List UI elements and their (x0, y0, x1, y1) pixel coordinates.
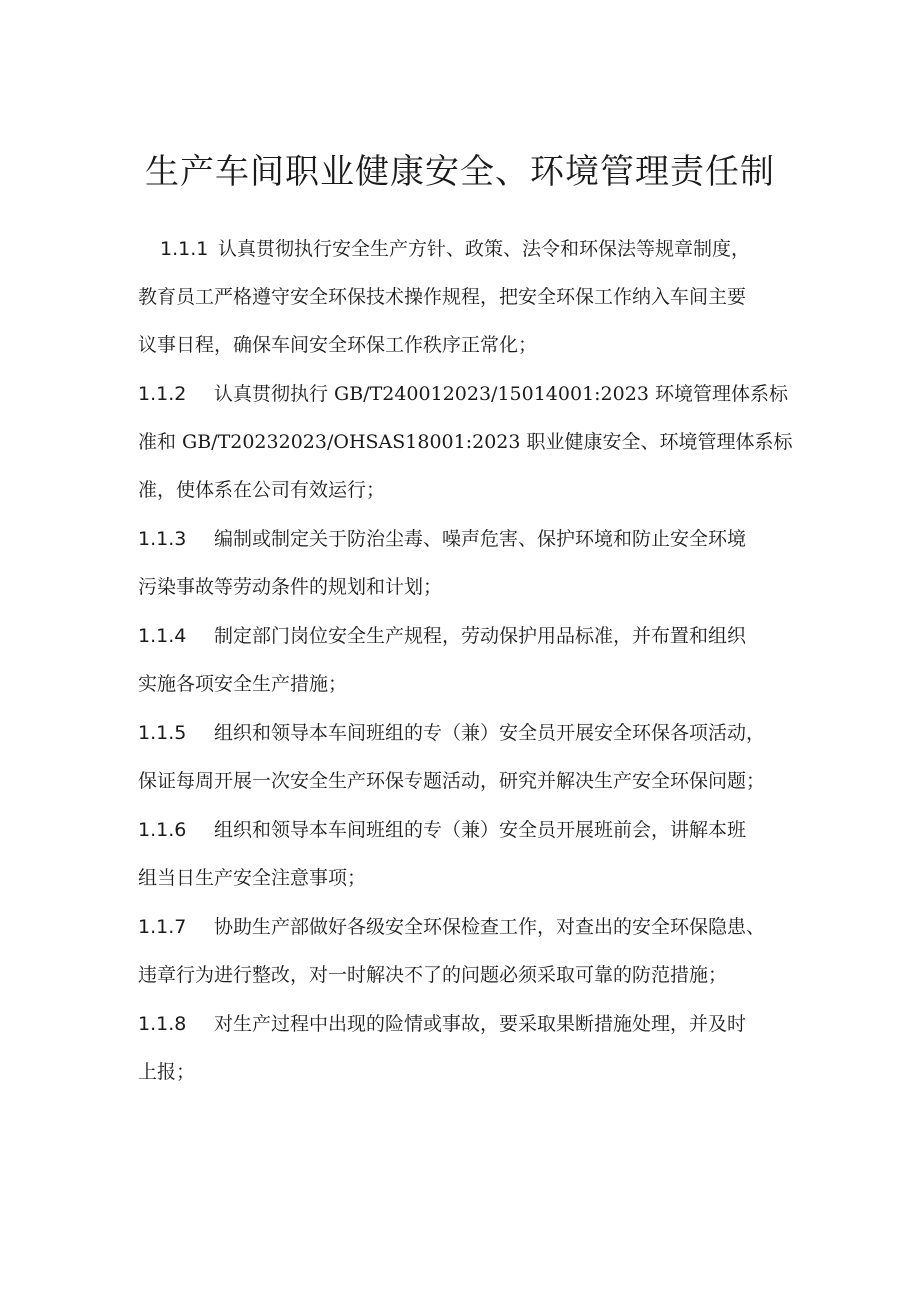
clause-line (138, 225, 798, 273)
clause-1-1-8 (138, 1000, 798, 1096)
clause-text: 制定部门岗位安全生产规程，劳动保护用品标准，并布置和组织 (214, 625, 747, 647)
clause-1-1-2 (138, 370, 798, 514)
clause-text: 组织和领导本车间班组的专（兼）安全员开展安全环保各项活动， (214, 722, 766, 744)
clause-number: 1.1.2 (138, 383, 187, 405)
clause-text: 认真贯彻执行安全生产方针、政策、法令和环保法等规章制度， (218, 238, 751, 260)
clause-text: 违章行为进行整改，对一时解决不了的问题必须采取可靠的防范措施； (138, 964, 728, 986)
clause-text: 认真贯彻执行 GB/T240012023/15014001:2023 环境管理体系标 (214, 383, 788, 405)
clause-number: 1.1.7 (138, 916, 187, 938)
clause-line (138, 515, 798, 563)
clause-text: 准和 GB/T20232023/OHSAS18001:2023 职业健康安全、环境管理体系标 (138, 431, 793, 453)
clause-1-1-7 (138, 903, 798, 999)
clause-number: 1.1.1 (160, 238, 209, 260)
clause-number: 1.1.8 (138, 1013, 187, 1035)
clause-line (138, 612, 798, 660)
clause-line (138, 1000, 798, 1048)
clause-text: 协助生产部做好各级安全环保检查工作，对查出的安全环保隐患、 (214, 916, 766, 938)
clause-number: 1.1.6 (138, 819, 187, 841)
clause-text: 对生产过程中出现的险情或事故，要采取果断措施处理，并及时 (214, 1013, 747, 1035)
clause-text: 保证每周开展一次安全生产环保专题活动，研究并解决生产安全环保问题； (138, 770, 766, 792)
clause-line (138, 903, 798, 951)
clause-1-1-3 (138, 515, 798, 611)
clause-line (138, 806, 798, 854)
clause-line (138, 370, 798, 418)
clause-1-1-5 (138, 709, 798, 805)
clause-line (138, 709, 798, 757)
clause-number: 1.1.3 (138, 528, 187, 550)
clause-text: 上报； (138, 1061, 196, 1083)
clause-text: 污染事故等劳动条件的规划和计划； (138, 576, 443, 598)
clause-1-1-4 (138, 612, 798, 708)
clause-text: 议事日程，确保车间安全环保工作秩序正常化； (138, 334, 538, 356)
clause-text: 实施各项安全生产措施； (138, 673, 348, 695)
clause-text: 组当日生产安全注意事项； (138, 867, 367, 889)
clause-text: 组织和领导本车间班组的专（兼）安全员开展班前会，讲解本班 (214, 819, 747, 841)
clause-text: 编制或制定关于防治尘毒、噪声危害、保护环境和防止安全环境 (214, 528, 747, 550)
clause-1-1-6 (138, 806, 798, 902)
clause-number: 1.1.5 (138, 722, 187, 744)
clause-text: 准，使体系在公司有效运行； (138, 479, 386, 501)
clause-number: 1.1.4 (138, 625, 187, 647)
document-title: 生产车间职业健康安全、环境管理责任制 (145, 152, 775, 192)
clause-text: 教育员工严格遵守安全环保技术操作规程，把安全环保工作纳入车间主要 (138, 286, 747, 308)
clause-1-1-1 (138, 225, 798, 369)
